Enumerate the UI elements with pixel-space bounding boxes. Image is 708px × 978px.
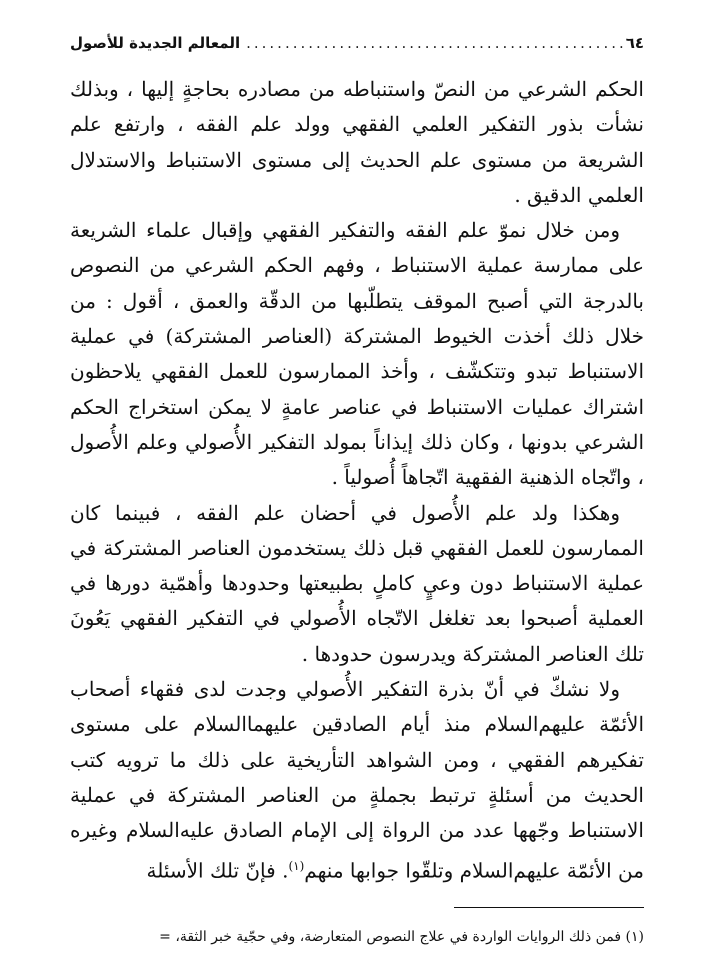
paragraph-4: [70, 672, 644, 888]
page-header: [70, 30, 644, 56]
paragraph-4-text: ولا نشكّ في أنّ بذرة التفكير الأُصولي وجدت لدى فقهاء أصحاب الأئمّة عليهم‌السلام منذ أيام الصادقين عليهما‌السلام على مستوى تفكيرهم الفقهي ، ومن الشواهد التأريخية على ذلك ما ترويه كتب الحديث من أسئلةٍ ترتبط بجملةٍ من العناصر المشتركة في عملية الاستنباط وجّهها عدد من الرواة إلى الإمام الصادق عليه‌السلام وغيره من الأئمّة عليهم‌السلام وتلقّوا جوابها منهم: [70, 677, 644, 883]
leader-dots: [240, 34, 626, 52]
footnote: (١) فمن ذلك الروايات الواردة في علاج النصوص المتعارضة، وفي حجّية خبر الثقة، =: [159, 929, 644, 945]
body-text: [70, 72, 644, 888]
paragraph-2: ومن خلال نموّ علم الفقه والتفكير الفقهي وإقبال علماء الشريعة على ممارسة عملية الاستنباط ، وفهم الحكم الشرعي من النصوص بالدرجة التي أصبح الموقف يتطلّبها من الدقّة والعمق ، أقول : من خلال ذلك أخذت الخيوط المشتركة (العناصر المشتركة) في عملية الاستنباط تبدو وتتكشّف ، وأخذ الممارسون للعمل الفقهي يلاحظون اشتراك عمليات الاستنباط في عناصر عامةٍ لا يمكن استخراج الحكم الشرعي بدونها ، وكان ذلك إيذاناً بمولد التفكير الأُصولي وعلم الأُصول ، واتّجاه الذهنية الفقهية اتّجاهاً أُصولياً .: [70, 218, 644, 490]
paragraph-4-tail: . فإنّ تلك الأسئلة: [146, 858, 289, 883]
page-number: ٦٤: [625, 34, 644, 52]
paragraph-1: الحكم الشرعي من النصّ واستنباطه من مصادره بحاجةٍ إليها ، وبذلك نشأت بذور التفكير العلمي الفقهي وولد علم الفقه ، وارتفع علم الشريعة من مستوى علم الحديث إلى مستوى الاستنباط والاستدلال العلمي الدقيق .: [70, 77, 644, 207]
paragraph-3: وهكذا ولد علم الأُصول في أحضان علم الفقه ، فبينما كان الممارسون للعمل الفقهي قبل ذلك يستخدمون العناصر المشتركة في عملية الاستنباط دون وعيٍ كاملٍ بطبيعتها وحدودها وأهمّية دورها في العملية أصبحوا بعد تغلغل الاتّجاه الأُصولي في التفكير الفقهي يَعُونَ تلك العناصر المشتركة ويدرسون حدودها .: [70, 500, 644, 666]
running-title: المعالم الجديدة للأصول: [70, 34, 241, 52]
footnote-separator: [454, 907, 644, 908]
footnote-reference[interactable]: (١): [288, 858, 305, 873]
